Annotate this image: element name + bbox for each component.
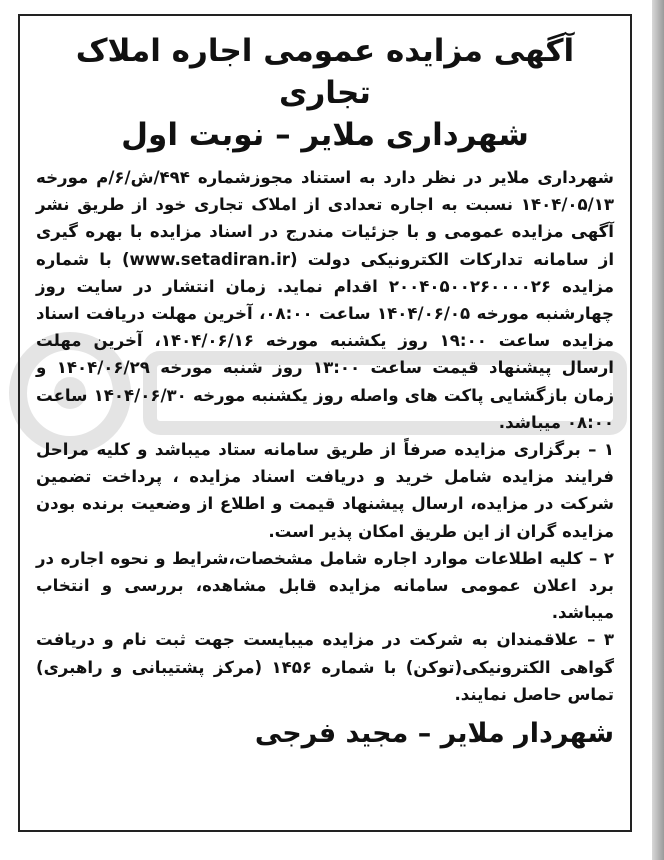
intro-text-part2: ) با شماره مزایده ۲۰۰۴۰۵۰۰۲۶۰۰۰۰۲۶ اقدام نماید. زمان انتشار در سایت روز چهارشنبه مورخه ۱۴۰۴/۰۶/۰۵ ساعت ۰۸:۰۰، آخرین مهلت دریافت اسناد مزایده ساعت ۱۹:۰۰ روز یکشنبه مورخه ۱۴۰۴/۰۶/۱۶، آخرین مهلت ارسال پیشنهاد قیمت ساعت ۱۳:۰۰ روز شنبه مورخه ۱۴۰۴/۰۶/۲۹ و زمان بازگشایی پاکت های واصله روز یکشنبه مورخه ۱۴۰۴/۰۶/۳۰ ساعت ۰۸:۰۰ میباشد.	[36, 249, 614, 432]
notice-frame	[18, 14, 632, 832]
notice-item-2: ۲ – کلیه اطلاعات موارد اجاره شامل مشخصات،شرایط و نحوه اجاره در برد اعلان عمومی سامانه مزایده قابل مشاهده، بررسی و انتخاب میباشد.	[36, 548, 614, 623]
notice-item-1: ۱ – برگزاری مزایده صرفاً از طریق سامانه ستاد میباشد و کلیه مراحل فرایند مزایده شامل خرید و دریافت اسناد مزایده ، پرداخت تضمین شرکت در مزایده، ارسال پیشنهاد قیمت و اطلاع از وضعیت برنده بودن مزایده گران از این طریق امکان پذیر است.	[36, 440, 614, 541]
website-link[interactable]: www.setadiran.ir	[129, 249, 290, 269]
page-edge-shadow	[652, 0, 664, 860]
notice-intro	[36, 164, 614, 436]
notice-item-3: ۳ – علاقمندان به شرکت در مزایده میبایست جهت ثبت نام و دریافت گواهی الکترونیکی(توکن) با شماره ۱۴۵۶ (مرکز پشتیبانی و راهبری) تماس حاصل نمایند.	[36, 630, 614, 704]
signature: شهردار ملایر – مجید فرجی	[254, 718, 614, 750]
notice-title-line1: آگهی مزایده عمومی اجاره املاک تجاری	[75, 33, 575, 111]
intro-text-part1: شهرداری ملایر در نظر دارد به استناد مجوزشماره ۴۹۴/ش/۶/م مورخه ۱۴۰۴/۰۵/۱۳ نسبت به اجاره تعدادی از املاک تجاری خود از طریق نشر آگهی مزایده عمومی و با جزئیات مندرج در اسناد مزایده با بهره گیری از سامانه تدارکات الکترونیکی دولت (	[36, 168, 615, 269]
notice-title-line2: شهرداری ملایر – نوبت اول	[121, 117, 529, 153]
